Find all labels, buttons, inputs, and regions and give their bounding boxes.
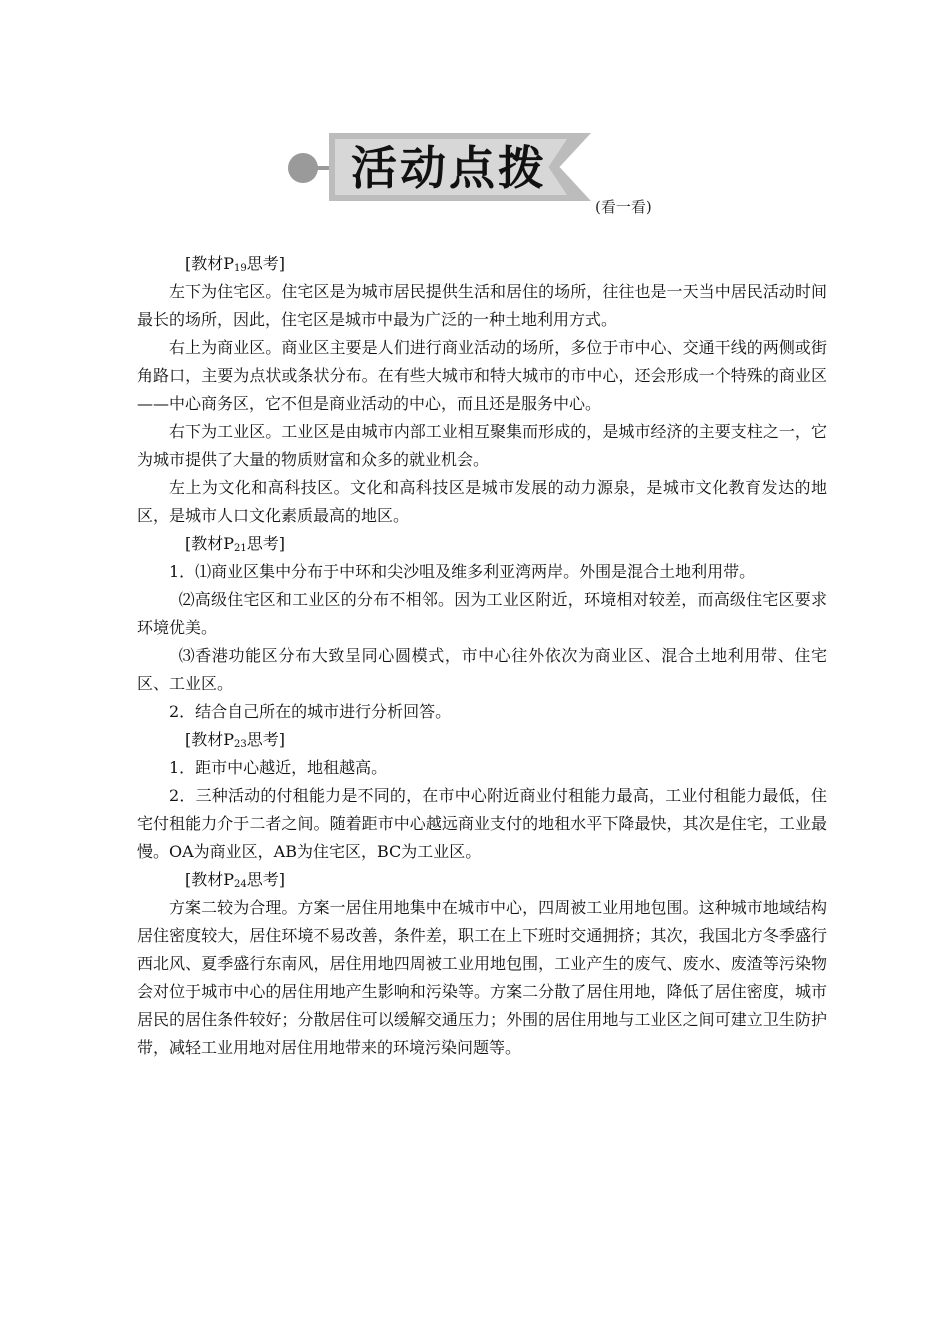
section-tag-p23: [教材$P_{23}$思考]	[185, 730, 285, 750]
page-subtitle: (看一看)	[595, 198, 652, 216]
section-tag-p19: [教材$P_{19}$思考]	[185, 254, 285, 274]
section-header	[285, 128, 705, 218]
paragraph: 右下为工业区。工业区是由城市内部工业相互聚集而形成的，是城市经济的主要支柱之一，它为城市提供了大量的物质财富和众多的就业机会。	[137, 422, 827, 469]
paragraph: ⑶香港功能区分布大致呈同心圆模式，市中心往外依次为商业区、混合土地利用带、住宅区、工业区。	[137, 646, 827, 693]
paragraph: 左上为文化和高科技区。文化和高科技区是城市发展的动力源泉，是城市文化教育发达的地区，是城市人口文化素质最高的地区。	[137, 478, 827, 525]
paragraph: 2．三种活动的付租能力是不同的，在市中心附近商业付租能力最高，工业付租能力最低，住宅付租能力介于二者之间。随着距市中心越远商业支付的地租水平下降最快，其次是住宅，工业最慢。OA为商业区，AB为住宅区，BC为工业区。	[137, 786, 827, 861]
header-dot-decoration	[288, 153, 318, 183]
paragraph: 1．⑴商业区集中分布于中环和尖沙咀及维多利亚湾两岸。外围是混合土地利用带。	[169, 562, 756, 581]
paragraph: 1．距市中心越近，地租越高。	[169, 758, 388, 777]
paragraph: 方案二较为合理。方案一居住用地集中在城市中心，四周被工业用地包围。这种城市地域结构居住密度较大，居住环境不易改善，条件差，职工在上下班时交通拥挤；其次，我国北方冬季盛行西北风、夏季盛行东南风，居住用地四周被工业用地包围，工业产生的废气、废水、废渣等污染物会对位于城市中心的居住用地产生影响和污染等。方案二分散了居住用地，降低了居住密度，城市居民的居住条件较好；分散居住可以缓解交通压力；外围的居住用地与工业区之间可建立卫生防护带，减轻工业用地对居住用地带来的环境污染问题等。	[137, 898, 827, 1057]
section-tag-p24: [教材$P_{24}$思考]	[185, 870, 285, 890]
page-title: 活动点拨	[351, 141, 547, 195]
document-body	[137, 250, 827, 1062]
paragraph: 左下为住宅区。住宅区是为城市居民提供生活和居住的场所，往往也是一天当中居民活动时间最长的场所，因此，住宅区是城市中最为广泛的一种土地利用方式。	[137, 282, 827, 329]
paragraph: 右上为商业区。商业区主要是人们进行商业活动的场所，多位于市中心、交通干线的两侧或街角路口，主要为点状或条状分布。在有些大城市和特大城市的市中心，还会形成一个特殊的商业区——中心商务区，它不但是商业活动的中心，而且还是服务中心。	[137, 338, 827, 413]
paragraph: 2．结合自己所在的城市进行分析回答。	[169, 702, 452, 721]
section-tag-p21: [教材$P_{21}$思考]	[185, 534, 285, 554]
paragraph: ⑵高级住宅区和工业区的分布不相邻。因为工业区附近，环境相对较差，而高级住宅区要求环境优美。	[137, 590, 827, 637]
